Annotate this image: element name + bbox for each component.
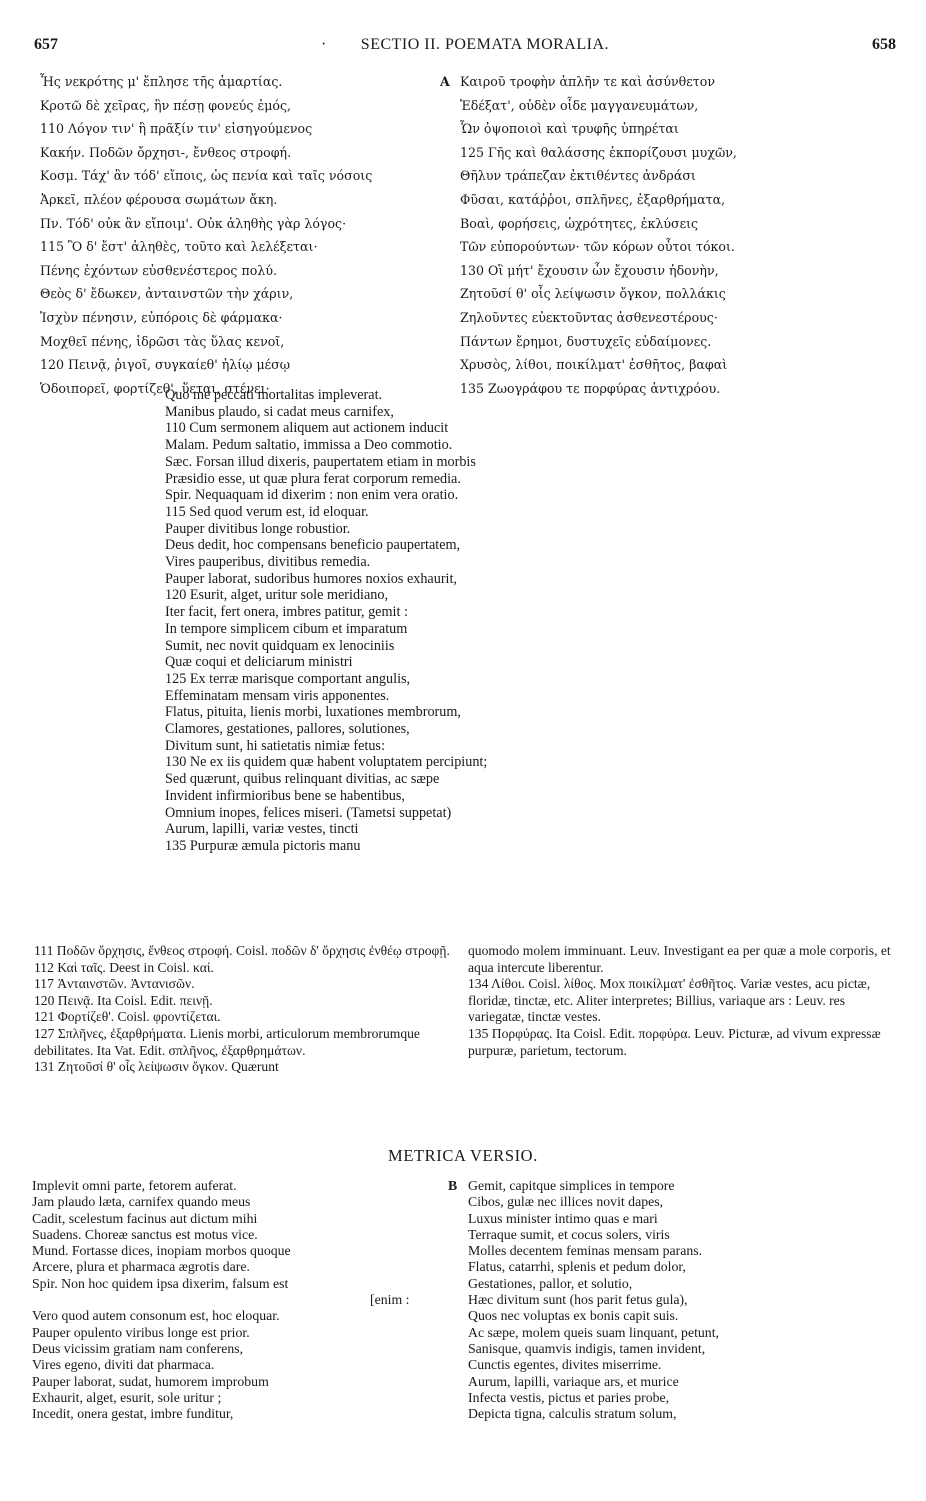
latin-line: Deus dedit, hoc compensans beneficio paupertatem, xyxy=(165,537,461,554)
verse-line: Βοαὶ, φορήσεις, ὠχρότητες, ἐκλύσεις xyxy=(460,215,699,231)
footnote: 117 Ἀνταινστῶν. Ἀντανισῶν. xyxy=(34,976,195,992)
verse-line: Depicta tigna, calculis stratum solum, xyxy=(468,1406,677,1422)
verse-line: 110 Λόγον τιν' ἢ πρᾶξίν τιν' εἰσηγούμενος xyxy=(40,121,313,137)
verse-line: Cunctis egentes, divites miserrime. xyxy=(468,1357,662,1373)
verse-line: Φῦσαι, κατάῤῥοι, σπλῆνες, ἐξαρθρήματα, xyxy=(460,191,726,207)
verse-line: Κακήν. Ποδῶν ὄρχησι-, ἔνθεος στροφή. xyxy=(40,144,292,160)
footnote: 131 Ζητοῦσί θ' οἷς λείψωσιν ὄγκον. Quærunt xyxy=(34,1059,279,1075)
verse-line: Flatus, catarrhi, splenis et pedum dolor, xyxy=(468,1259,686,1275)
verse-line: Hæc divitum sunt (hos parit fetus gula), xyxy=(468,1292,688,1308)
latin-line: Sumit, nec novit quidquam ex lenociniis xyxy=(165,637,395,654)
verse-line: Arcere, plura et pharmaca ægrotis dare. xyxy=(32,1259,250,1275)
footnote: 111 Ποδῶν ὄρχησις, ἔνθεος στροφή. Coisl. ποδῶν δ' ὄρχησις ἐνθέῳ στροφῇ. xyxy=(34,943,450,958)
metrica-right-column xyxy=(448,1178,908,1422)
page-number-left: 657 xyxy=(34,36,58,53)
verse-line xyxy=(448,1178,908,1194)
verse-line: [enim : xyxy=(370,1292,410,1308)
verse-line: Infecta vestis, pictus et paries probe, xyxy=(468,1389,670,1405)
footnote: 120 Πεινᾷ. Ita Coisl. Edit. πεινῇ. xyxy=(34,992,213,1008)
verse-line: Pauper opulento viribus longe est prior. xyxy=(32,1324,250,1340)
verse-line: Molles decentem feminas mensam parans. xyxy=(468,1243,703,1259)
verse-line xyxy=(440,70,900,94)
latin-line: Manibus plaudo, si cadat meus carnifex, xyxy=(165,403,394,420)
verse-line: Mund. Fortasse dices, inopiam morbos quoque xyxy=(32,1243,291,1259)
margin-letter: B xyxy=(448,1178,458,1193)
verse-line: Pauper laborat, sudat, humorem improbum xyxy=(32,1373,269,1389)
latin-line: Sæc. Forsan illud dixeris, paupertatem etiam in morbis xyxy=(165,453,476,470)
latin-line: Iter facit, fert onera, imbres patitur, gemit : xyxy=(165,604,408,621)
metrica-left-column xyxy=(32,1178,452,1422)
latin-line: Quo me peccati mortalitas impleverat. xyxy=(165,387,383,403)
verse-line: Κροτῶ δὲ χεῖρας, ἣν πέσῃ φονεύς ἐμός, xyxy=(40,97,292,113)
latin-line: 130 Ne ex iis quidem quæ habent voluptatem percipiunt; xyxy=(165,754,488,771)
verse-line: Ἰσχὺν πένησιν, εὐπόροις δὲ φάρμακα· xyxy=(40,309,283,325)
verse-line: Deus vicissim gratiam nam conferens, xyxy=(32,1340,244,1356)
verse-line: Vero quod autem consonum est, hoc eloquar. xyxy=(32,1308,280,1324)
footnote: 134 Λίθοι. Coisl. λίθος. Mox ποικίλματ' ἐσθῆτος. Variæ vestes, acu pictæ, floridæ, tinctæ, etc. Aliter interpretes; Billius, variaque ars : Leuv. res variegatæ, tinctæ vestes. xyxy=(468,976,871,1025)
verse-line: Ἐδέξατ', οὐδὲν οἶδε μαγγανευμάτων, xyxy=(460,97,699,113)
latin-line: Sed quærunt, quibus relinquant divitias, ac sæpe xyxy=(165,771,440,788)
verse-line: 125 Γῆς καὶ θαλάσσης ἐκπορίζουσι μυχῶν, xyxy=(460,144,737,160)
verse-text: Καιροῦ τροφὴν ἁπλῆν τε καὶ ἀσύνθετον xyxy=(460,74,715,89)
verse-line: Ὁδοιπορεῖ, φορτίζεθ', ὕεται, στένει· xyxy=(40,380,270,396)
footnote: 127 Σπλῆνες, ἐξαρθρήματα. Lienis morbi, articulorum membrorumque debilitates. Ita Vat. Edit. σπλῆνος, ἐξαρθρημάτων. xyxy=(34,1025,420,1058)
verse-line: Incedit, onera gestat, imbre funditur, xyxy=(32,1406,234,1422)
section-title: SECTIO II. POEMATA MORALIA. xyxy=(360,36,610,53)
latin-translation xyxy=(165,387,765,855)
latin-line: Divitum sunt, hi satietatis nimiæ fetus: xyxy=(165,737,385,754)
verse-line: Implevit omni parte, fetorem auferat. xyxy=(32,1178,237,1193)
footnote: 135 Πορφύρας. Ita Coisl. Edit. πορφύρα. Leuv. Picturæ, ad vivum expressæ purpuræ, parietum, tectorum. xyxy=(468,1025,881,1058)
greek-text-left-column xyxy=(40,70,460,400)
verse-line: Aurum, lapilli, variaque ars, et murice xyxy=(468,1373,679,1389)
verse-line: Vires egeno, diviti dat pharmaca. xyxy=(32,1357,215,1373)
verse-line: Ζητοῦσί θ' οἷς λείψωσιν ὄγκον, πολλάκις xyxy=(460,286,726,302)
footnotes-right-column xyxy=(468,943,896,1059)
latin-line: Flatus, pituita, lienis morbi, luxationes membrorum, xyxy=(165,704,461,721)
verse-line: Quos nec voluptas ex bonis capit suis. xyxy=(468,1308,679,1324)
latin-line: Aurum, lapilli, variæ vestes, tincti xyxy=(165,821,359,838)
latin-line: Spir. Nequaquam id dixerim : non enim vera oratio. xyxy=(165,487,459,504)
verse-line: Θεὸς δ' ἔδωκεν, ἀνταινστῶν τὴν χάριν, xyxy=(40,286,294,302)
verse-line: Ac sæpe, molem queis suam linquant, petunt, xyxy=(468,1324,719,1340)
latin-line: 135 Purpuræ æmula pictoris manu xyxy=(165,837,361,854)
footnote: 112 Καὶ ταῖς. Deest in Coisl. καί. xyxy=(34,959,214,975)
verse-line: Exhaurit, alget, esurit, sole uritur ; xyxy=(32,1389,222,1405)
latin-line: 120 Esurit, alget, uritur sole meridiano, xyxy=(165,587,389,604)
verse-line: Ζηλοῦντες εὐεκτοῦντας ἀσθενεστέρους· xyxy=(460,309,718,325)
page-header xyxy=(34,36,896,56)
verse-line: 115 Ὃ δ' ἔστ' ἀληθὲς, τοῦτο καὶ λελέξεται· xyxy=(40,239,318,255)
latin-line: 115 Sed quod verum est, id eloquar. xyxy=(165,503,369,520)
verse-line: 120 Πεινᾷ, ῥιγοῖ, συγκαίεθ' ἡλίῳ μέσῳ xyxy=(40,357,291,373)
verse-line: Suadens. Choreæ sanctus est motus vice. xyxy=(32,1226,258,1242)
latin-line: Pauper divitibus longe robustior. xyxy=(165,520,351,537)
latin-line: Effeminatam mensam viris apponentes. xyxy=(165,687,390,704)
verse-line: Πν. Τόδ' οὐκ ἂν εἴποιμ'. Οὐκ ἀληθὴς γὰρ λόγος· xyxy=(40,215,347,231)
running-title xyxy=(34,36,896,54)
latin-line: In tempore simplicem cibum et imparatum xyxy=(165,620,408,637)
latin-line: Vires pauperibus, divitibus remedia. xyxy=(165,554,371,571)
verse-line: Terraque sumit, et cocus solers, viris xyxy=(468,1226,670,1242)
verse-line: Τῶν εὐπορούντων· τῶν κόρων οὗτοι τόκοι. xyxy=(460,239,735,255)
latin-line: 125 Ex terræ marisque comportant angulis, xyxy=(165,670,411,687)
verse-line: Jam plaudo læta, carnifex quando meus xyxy=(32,1194,251,1210)
verse-line: Μοχθεῖ πένης, ἱδρῶσι τὰς ὕλας κενοῖ, xyxy=(40,333,285,349)
verse-line: Cibos, gulæ nec illices novit dapes, xyxy=(468,1194,664,1210)
latin-line: Invident infirmioribus bene se habentibus, xyxy=(165,787,405,804)
metrica-versio-heading: METRICA VERSIO. xyxy=(388,1146,538,1165)
verse-line: Cadit, scelestum facinus aut dictum mihi xyxy=(32,1210,258,1226)
verse-line: Spir. Non hoc quidem ipsa dixerim, falsum est xyxy=(32,1275,289,1291)
verse-line: Κοσμ. Τάχ' ἂν τόδ' εἴποις, ὡς πενία καὶ ταῖς νόσοις xyxy=(40,168,373,184)
verse-line: 130 Οἳ μήτ' ἔχουσιν ὧν ἔχουσιν ἡδονὴν, xyxy=(460,262,719,278)
footnote: 121 Φορτίζεθ'. Coisl. φροντίζεται. xyxy=(34,1009,221,1025)
verse-line: Χρυσὸς, λίθοι, ποικίλματ' ἐσθῆτος, βαφαὶ xyxy=(460,357,728,373)
verse-line: Ἧς νεκρότης μ' ἔπλησε τῆς ἁμαρτίας. xyxy=(40,74,283,89)
latin-line: Malam. Pedum saltatio, immissa a Deo commotio. xyxy=(165,437,453,454)
verse-line: Πάντων ἔρημοι, δυστυχεῖς εὐδαίμονες. xyxy=(460,333,712,349)
latin-line: Omnium inopes, felices miseri. (Tametsi suppetat) xyxy=(165,804,452,821)
verse-line: 135 Ζωογράφου τε πορφύρας ἀντιχρόου. xyxy=(460,380,721,396)
margin-letter: A xyxy=(440,74,450,89)
verse-line: Ὧν ὀψοποιοὶ καὶ τρυφῆς ὑπηρέται xyxy=(460,121,679,137)
verse-line: Sanisque, quamvis indigis, tamen invident, xyxy=(468,1340,706,1356)
footnotes-left-column xyxy=(34,943,452,1076)
verse-text: Gemit, capitque simplices in tempore xyxy=(468,1178,675,1193)
latin-line: 110 Cum sermonem aliquem aut actionem inducit xyxy=(165,420,449,437)
verse-line: Πένης ἐχόντων εὐσθενέστερος πολύ. xyxy=(40,262,277,278)
page-number-right: 658 xyxy=(872,36,896,53)
latin-line: Clamores, gestationes, pallores, solutiones, xyxy=(165,721,410,738)
verse-line: Ἀρκεῖ, πλέον φέρουσα σωμάτων ἄκη. xyxy=(40,191,278,207)
header-dot: · xyxy=(320,36,327,53)
verse-line: Gestationes, pallor, et solutio, xyxy=(468,1275,633,1291)
verse-line: Luxus minister intimo quas e mari xyxy=(468,1210,658,1226)
footnote: quomodo molem imminuant. Leuv. Investigant ea per quæ a mole corporis, et aqua intercute liberentur. xyxy=(468,943,891,975)
latin-line: Quæ coqui et deliciarum ministri xyxy=(165,654,353,671)
latin-line: Pauper laborat, sudoribus humores noxios exhaurit, xyxy=(165,570,457,587)
latin-line: Præsidio esse, ut quæ plura ferat corporum remedia. xyxy=(165,470,461,487)
verse-line: Θῆλυν τράπεζαν ἐκτιθέντες ἀνδράσι xyxy=(460,168,696,184)
greek-text-right-column xyxy=(440,70,900,400)
